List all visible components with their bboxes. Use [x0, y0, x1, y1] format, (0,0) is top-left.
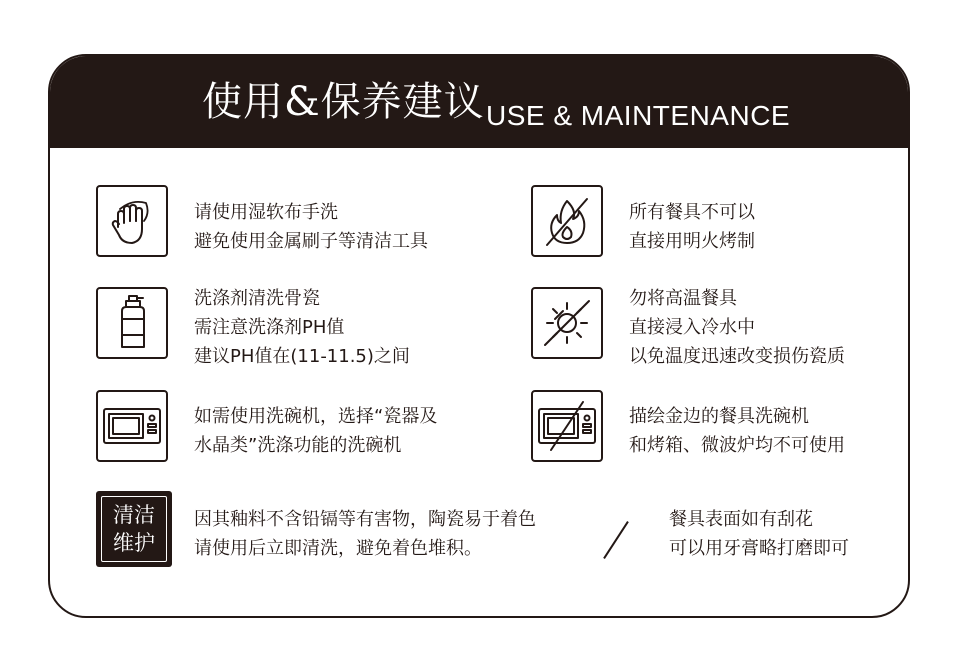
- cleaning-right-text: [669, 505, 849, 563]
- item-gold-rim-text: [629, 402, 845, 460]
- item-temperature-text: [629, 284, 845, 371]
- item-line: 需注意洗涤剂PH值: [194, 317, 345, 338]
- title-chinese: 使用&保养建议: [202, 79, 485, 125]
- item-line: 洗涤剂清洗骨瓷: [194, 288, 320, 309]
- no-hot-cold-icon: [531, 287, 603, 359]
- no-fire-icon: [531, 185, 603, 257]
- item-hand-wash-text: [194, 198, 428, 256]
- item-line: 水晶类”洗涤功能的洗碗机: [194, 435, 402, 456]
- divider-slash: [603, 521, 629, 559]
- detergent-bottle-icon: [96, 287, 168, 359]
- item-line: 请使用湿软布手洗: [194, 202, 338, 223]
- cleaning-badge: [96, 491, 172, 567]
- dishwasher-icon: [96, 390, 168, 462]
- cleaning-left-text: [194, 505, 536, 563]
- hand-wipe-icon: [96, 185, 168, 257]
- item-line: 勿将高温餐具: [629, 288, 737, 309]
- header-bar: [50, 56, 908, 148]
- item-no-fire-text: [629, 198, 755, 256]
- cleaning-badge-frame: [101, 496, 167, 562]
- item-line: 以免温度迅速改变损伤瓷质: [629, 346, 845, 367]
- title-english: USE & MAINTENANCE: [486, 100, 791, 131]
- item-line: 所有餐具不可以: [629, 202, 755, 223]
- item-line: 避免使用金属刷子等清洁工具: [194, 231, 428, 252]
- cleaning-line: 因其釉料不含铅镉等有害物，陶瓷易于着色: [194, 509, 536, 530]
- item-dishwasher-text: [194, 402, 437, 460]
- item-line: 和烤箱、微波炉均不可使用: [629, 435, 845, 456]
- item-line: 描绘金边的餐具洗碗机: [629, 406, 809, 427]
- maintenance-card: [48, 54, 910, 618]
- item-line: 直接浸入冷水中: [629, 317, 755, 338]
- cleaning-line: 餐具表面如有刮花: [669, 509, 813, 530]
- item-line: 建议PH值在(11-11.5)之间: [194, 346, 410, 367]
- cleaning-line: 请使用后立即清洗，避免着色堆积。: [194, 538, 482, 559]
- item-line: 如需使用洗碗机，选择“瓷器及: [194, 406, 438, 427]
- badge-line: 清洁: [113, 503, 155, 527]
- item-detergent-text: [194, 284, 410, 371]
- no-microwave-icon: [531, 390, 603, 462]
- item-line: 直接用明火烤制: [629, 231, 755, 252]
- badge-line: 维护: [113, 531, 155, 555]
- cleaning-line: 可以用牙膏略打磨即可: [669, 538, 849, 559]
